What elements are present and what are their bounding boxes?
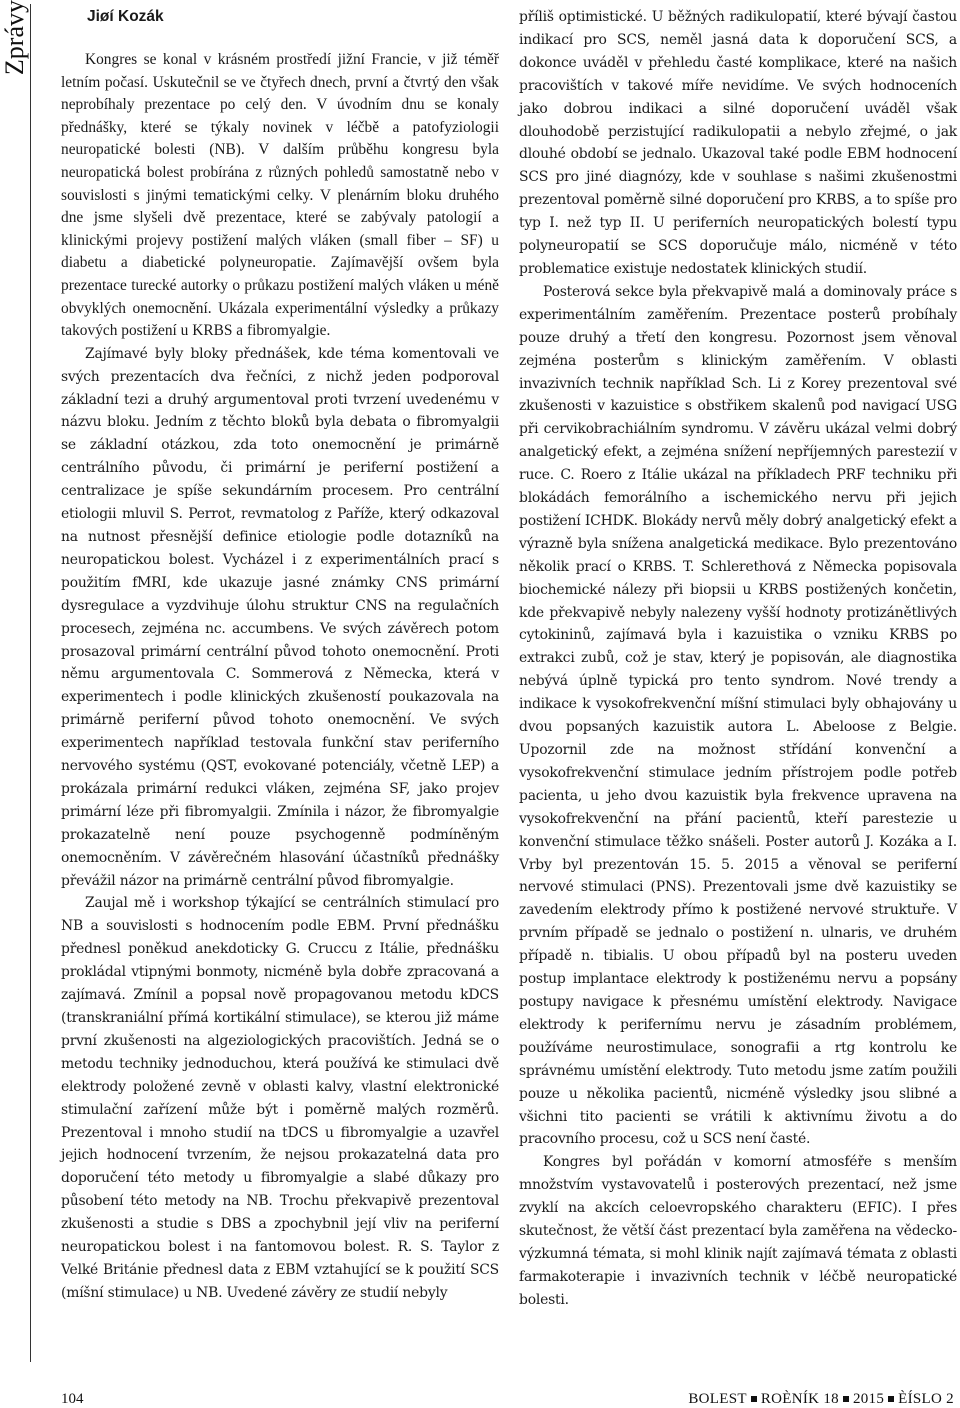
paragraph-workshop: Zaujal mě i workshop týkající se centrálních stimulací pro NB a souvislosti s hodnocením podle EBM. První přednášku přednesl poněkud anekdoticky G. Cruccu z Itálie, přednášku prokládal vtipnými bonmoty, nicméně byla dobře zpracovaná a zajímavá. Zmínil a popsal nově propagovanou metodu kDCS (transkraniální přímá kortikální stimulace), se kterou již máme první zkušenosti na algeziologických pracovištích. Jedná se o metodu techniky jednoduchou, která používá ke stimulaci dvě elektrody položené zevně v oblasti kalvy, vlastní elektronické stimulační zařízení může být i poměrně malých rozměrů. Prezentoval i mnoho studií na tDCS u fibromyalgie a uzavřel jejich hodnocení tvrzením, že nejsou prokazatelná data pro doporučení této metody u fibromyalgie a slabé důkazy pro působení této metody na NB. Trochu překvapivě prezentoval zkušenosti a studie s DBS a zpochybnil její vliv na periferní neuropatickou bolest i na fantomovou bolest. R. S. Taylor z Velké Británie přednesl data z EBM vztahující se k použití SCS (míšní stimulace) u NB. Uvedené závěry ze studií nebyly (61, 895, 499, 1301)
paragraph-intro: Kongres se konal v krásném prostředí jižní Francie, v již téměř letním počasí. Uskutečnil se ve čtyřech dnech, první a čtvrtý den však neprobíhaly prezentace po celý den. V úvodním dnu se konaly přednášky, které se týkaly novinek v léčbě a patofyziologii neuropatické bolesti (NB). V dalším průběhu kongresu byla neuropatická bolest probírána z různých pohledů samostatně nebo v souvislosti s jinými tematickými celky. V plenárním bloku druhého dne jsme slyšeli dvě prezentace, které se zabývaly patologií a klinickými projevy postižení malých vláken (small fiber – SF) u diabetu a diabetické polyneuropatie. Zajímavější ovšem byla prezentace turecké autorky o průkazu postižení malých vláken u méně obvyklých onemocnění. Ukázala experimentální výsledky a průkazy takových postižení u KRBS a fibromyalgie. (61, 51, 499, 340)
separator-square (888, 1396, 894, 1402)
journal-volume: ROÈNÍK 18 (760, 1391, 839, 1407)
paragraph-posters: Posterová sekce byla překvapivě malá a dominovaly práce s experimentálním zaměřením. Prezentace posterů probíhaly pouze druhý a třetí den kongresu. Pozornost jsem věnoval zejména posterům s klinickým zaměřením. V oblasti invazivních technik například Sch. Li z Korey prezentoval své zkušenosti v kazuistice s obstřikem skalenů pod navigací USG při cervikobrachiálním syndromu. V závěru ukázal velmi dobrý analgetický efekt, a zejména snížení nepříjemných parestezií v ruce. C. Roero z Itálie ukázal na příkladech PRF techniku při blokádách femorálního a ischemického nervu při jejich postižení ICHDK. Blokády nervů měly dobrý analgetický efekt a výrazně byla snížena analgetická medikace. Bylo prezentováno několik prací o KRBS. T. Schlerethová z Německa popisovala biochemické nálezy při biopsii u KRBS postižených končetin, kde překvapivě nebyly nalezeny vyšší hodnoty protizánětlivých cytokininů, zajímavá byla i kazuistika o vzniku KRBS po extrakci zubů, což je stav, který je popisován, ale diagnostika nebývá úplně typická pro tento syndrom. Nové trendy a indikace k vysokofrekvenční míšní stimulaci byly obhajovány u dvou popsaných kazuistik autora L. Abeloose z Belgie. Upozornil zde na možnost střídání konvenční a vysokofrekvenční stimulace jedním přístrojem podle potřeb pacienta, u jeho dvou kazuistik byla frekvence upravena na vysokofrekvenční na přání pacientů, kteří parestezie u konvenční stimulace těžko snášeli. Poster autorů J. Kozáka a I. Vrby byl prezentován 15. 5. 2015 a věnoval se periferní nervové stimulaci (PNS). Prezentovali jsme dvě kazuistiky se zavedením elektrody přímo k postižené nervové struktuře. V prvním případě se jednalo o postižení n. ulnaris, ve druhém případě n. tibialis. U obou případů byl na posteru uveden postup implantace elektrody k postiženému nervu a popsány postupy navigace k přesnému umístění elektrody. Navigace elektrody k perifernímu nervu je zásadním problémem, používáme neurostimulace, sonografii a rtg kontrolu ke správnému umístění elektrody. Tuto metodu jsme zatím použili pouze u několika pacientů, nicméně výsledky jsou slibné a všichni tito pacienti se vrátili k aktivnímu životu a do pracovního procesu, což u SCS není časté. (519, 283, 957, 1148)
journal-info (688, 1390, 954, 1408)
left-column (61, 6, 499, 1305)
journal-name: BOLEST (688, 1391, 747, 1407)
paragraph-debate: Zajímavé byly bloky přednášek, kde téma komentovali ve svých prezentacích dva řečníci, z nichž jeden podporoval základní tezi a druhý argumentoval proti tvrzení uvedenému v názvu bloku. Jedním z těchto bloků byla debata o fibromyalgii se základní otázkou, zda toto onemocnění je primárně centrálního původu, či primární je periferní postižení a centralizace je spíše sekundárním procesem. Pro centrální etiologii mluvil S. Perrot, revmatolog z Paříže, který odkazoval na nutnost přesnější definice etiologie podle dotazníků na neuropatickou bolest. Vycházel i z experimentálních prací s použitím fMRI, kde ukazuje jasné známky CNS primární dysregulace a vyzdvihuje úlohu struktur CNS na regulačních procesech, zejména nc. accumbens. Ve svých závěrech potom prosazoval primární centrální původ tohoto onemocnění. Proti němu argumentovala C. Sommerová z Německa, která v experimentech i podle klinických zkušeností poukazovala na primárně periferní původ tohoto onemocnění. Ve svých experimentech například testovala funkční stav periferního nervového systému (QST, evokované potenciály, včetně LEP) a prokázala primární redukci vláken, zejména SF, jako projev primární léze při fibromyalgii. Zmínila i názor, že fibromyalgie prokazatelně není pouze psychogenně podmíněným onemocněním. V závěrečném hlasování účastníků přednášky převážil názor na primárně centrální původ fibromyalgie. (61, 345, 499, 889)
right-column (519, 6, 957, 1312)
paragraph-scs-continued: příliš optimistické. U běžných radikulopatií, které bývají častou indikací pro SCS, neměl jasná data k doporučení SCS, a dokonce uváděl v přehledu časté komplikace, které na našich pracovištích v takové míře nevidíme. Ve svých hodnoceních jako dobrou indikaci a silné doporučení uváděl však dlouhodobě perzistující radikulopatii a nebylo zřejmé, o jak dlouhé období se jednalo. Ukazoval také podle EBM hodnocení SCS pro jiné diagnózy, kde v souhlase s našimi zkušenostmi prezentoval poměrně silné doporučení pro KRBS, a to spíše pro typ I. než typ II. U periferních neuropatických bolestí typu polyneuropatií se SCS doporučuje málo, nicméně v této problematice existuje nedostatek klinických studií. (519, 9, 957, 277)
journal-year: 2015 (852, 1391, 885, 1407)
journal-issue: ÈÍSLO 2 (898, 1391, 954, 1407)
separator-square (751, 1396, 757, 1402)
section-tab (0, 0, 30, 110)
paragraph-conclusion: Kongres byl pořádán v komorní atmosféře s menším množstvím vystavovatelů i posterových prezentací, než jsme zvyklí na akcích celoevropského charakteru (EFIC). I přes skutečnost, že větší část prezentací byla zaměřena na vědecko-výzkumná témata, si mohl klinik najít zajímavá témata z oblasti farmakoterapie i invazivních technik v léčbě neuropatické bolesti. (519, 1154, 957, 1308)
margin-rule (30, 4, 31, 1362)
page-number: 104 (61, 1391, 84, 1407)
author-name: Jiøí Kozák (87, 8, 164, 25)
separator-square (843, 1396, 849, 1402)
section-label: Zprávy (0, 0, 29, 76)
